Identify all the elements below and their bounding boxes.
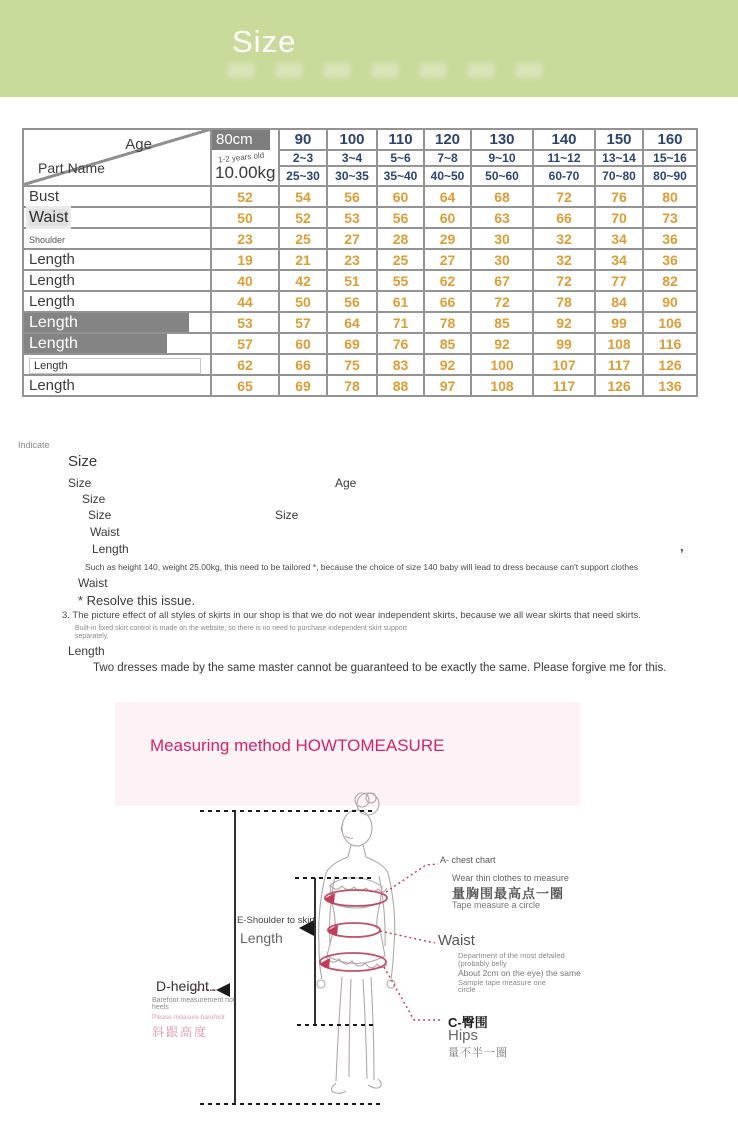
note-waist-line2: Waist: [78, 576, 108, 590]
size-value-cell: 44: [211, 291, 279, 312]
size-value-cell: 78: [424, 312, 471, 333]
row-label-cell: [23, 312, 211, 333]
age-cell: 5~6: [377, 150, 424, 166]
size-value-cell: 50: [211, 207, 279, 228]
size-value-cell: 117: [533, 375, 595, 396]
row-label-highlight: [24, 334, 167, 353]
size-column-header: 150: [595, 129, 643, 150]
size-value-cell: 30: [471, 249, 533, 270]
age-cell: 13~14: [595, 150, 643, 166]
size-value-cell: 25: [279, 228, 327, 249]
size-value-cell: 19: [211, 249, 279, 270]
row-label: Bust: [29, 187, 60, 205]
size-value-cell: 62: [424, 270, 471, 291]
note-length-line2: Length: [68, 644, 105, 658]
size-column-header: 100: [327, 129, 377, 150]
size-value-cell: 97: [424, 375, 471, 396]
table-row: [23, 333, 697, 354]
table-row: [23, 207, 697, 228]
size-value-cell: 66: [424, 291, 471, 312]
hips-annotation-sub: Hips: [448, 1027, 479, 1044]
note-size-word: Size: [275, 508, 299, 522]
corner-age-label: Age: [125, 136, 152, 153]
row-label: Shoulder: [29, 234, 66, 245]
size-value-cell: 78: [327, 375, 377, 396]
note-size-word: Size: [88, 508, 112, 522]
height-annotation-chinese: 斜跟高度: [152, 1025, 209, 1039]
note-size-line: Size: [82, 492, 106, 506]
note-waist-line: Waist: [90, 525, 120, 539]
size-value-cell: 73: [643, 207, 697, 228]
size-value-cell: 53: [327, 207, 377, 228]
size-value-cell: 92: [424, 354, 471, 375]
size-value-cell: 52: [279, 207, 327, 228]
note-separately-text: separately.: [75, 633, 109, 640]
size-value-cell: 90: [643, 291, 697, 312]
height-annotation-pink: Please measure barefoot: [152, 1014, 225, 1021]
size-value-cell: 56: [377, 207, 424, 228]
size-column-header: 110: [377, 129, 424, 150]
size-value-cell: 57: [279, 312, 327, 333]
table-row: [23, 375, 697, 396]
height-annotation-line2: heels: [152, 1004, 169, 1011]
table-row: [23, 291, 697, 312]
size-value-cell: 28: [377, 228, 424, 249]
size-value-cell: 55: [377, 270, 424, 291]
size-value-cell: 108: [595, 333, 643, 354]
size-value-cell: 85: [471, 312, 533, 333]
weight-cell: 35~40: [377, 166, 424, 186]
size-value-cell: 30: [471, 228, 533, 249]
note-two-dresses-text: Two dresses made by the same master cannot be guaranteed to be exactly the same. Please forgive me for this.: [93, 662, 667, 674]
waist-annotation-line2: (probably belly: [458, 959, 507, 968]
dashed-measure-lines: [200, 811, 382, 1104]
note-length-line: Length: [92, 542, 129, 556]
hips-annotation-chinese: 量不半一圈: [448, 1047, 508, 1059]
weight-cell: 30~35: [327, 166, 377, 186]
size-value-cell: 62: [211, 354, 279, 375]
note-tailored-text: Such as height 140, weight 25.00kg, this need to be tailored *, because the choice of size 140 baby will lead to dress because can't support clothes: [85, 562, 639, 572]
size-value-cell: 116: [643, 333, 697, 354]
note-size-heading: Size: [68, 453, 98, 470]
girl-sketch: [317, 793, 395, 1093]
size-value-cell: 66: [279, 354, 327, 375]
size-value-cell: 106: [643, 312, 697, 333]
size-column-header: 120: [424, 129, 471, 150]
height-annotation-label: D-height...: [156, 978, 221, 994]
size-value-cell: 27: [327, 228, 377, 249]
size-value-cell: 36: [643, 228, 697, 249]
shoulder-to-skirt-label: E-Shoulder to skirt: [237, 915, 316, 926]
size-value-cell: 60: [424, 207, 471, 228]
row-label-cell: [23, 228, 211, 249]
notes-section: [0, 432, 738, 700]
row-label-highlight: [24, 313, 189, 332]
age-cell: 2~3: [279, 150, 327, 166]
row-label-cell: [23, 354, 211, 375]
size-value-cell: 84: [595, 291, 643, 312]
size-value-cell: 136: [643, 375, 697, 396]
note-builtin-text: Built-in fixed skirt control is made on the website, so there is no need to purchase independent skirt support: [75, 625, 407, 632]
weight-cell: 80~90: [643, 166, 697, 186]
waist-annotation-line5: circle: [458, 985, 476, 994]
age-cell: 9~10: [471, 150, 533, 166]
size-value-cell: 21: [279, 249, 327, 270]
row-label: Length: [29, 376, 75, 394]
size-value-cell: 69: [327, 333, 377, 354]
size-value-cell: 65: [211, 375, 279, 396]
shoulder-to-skirt-sub: Length: [240, 930, 283, 946]
row-label-cell: [23, 291, 211, 312]
weight-cell: 50~60: [471, 166, 533, 186]
size-value-cell: 99: [533, 333, 595, 354]
size-value-cell: 61: [377, 291, 424, 312]
size-value-cell: 63: [471, 207, 533, 228]
size-header-row: [23, 129, 697, 150]
row-label: Length: [29, 358, 201, 374]
row-label: Length: [29, 271, 75, 289]
size-value-cell: 27: [424, 249, 471, 270]
size-value-cell: 80: [643, 186, 697, 207]
size-value-cell: 60: [377, 186, 424, 207]
size-value-cell: 64: [327, 312, 377, 333]
weight-cell: 60-70: [533, 166, 595, 186]
table-row: [23, 186, 697, 207]
size-value-cell: 57: [211, 333, 279, 354]
size-value-cell: 100: [471, 354, 533, 375]
row-label: Length: [29, 292, 75, 310]
size-value-cell: 83: [377, 354, 424, 375]
size-value-cell: 50: [279, 291, 327, 312]
size-value-cell: 108: [471, 375, 533, 396]
note-age-word: Age: [335, 476, 357, 490]
size-value-cell: 71: [377, 312, 424, 333]
age-cell: 11~12: [533, 150, 595, 166]
row-label: Length: [29, 334, 78, 352]
size-value-cell: 34: [595, 228, 643, 249]
size-value-cell: 29: [424, 228, 471, 249]
measuring-method-title: Measuring method HOWTOMEASURE: [150, 736, 445, 755]
size-column-header: 130: [471, 129, 533, 150]
size-value-cell: 66: [533, 207, 595, 228]
size-column-header: 90: [279, 129, 327, 150]
stray-comma-mark: ’: [680, 546, 684, 561]
row-label-cell: [23, 270, 211, 291]
row-label-cell: [23, 249, 211, 270]
size-value-cell: 68: [471, 186, 533, 207]
table-row: [23, 354, 697, 375]
row-label: Waist: [29, 208, 69, 226]
weight-80cm-label: 10.00kg: [215, 163, 276, 183]
vertical-measure-lines: [235, 811, 315, 1104]
measuring-figure: [130, 780, 630, 1124]
chest-annotation-label: A- chest chart: [440, 855, 496, 865]
size-value-cell: 85: [424, 333, 471, 354]
size-value-cell: 92: [533, 312, 595, 333]
size-value-cell: 32: [533, 228, 595, 249]
size-value-cell: 92: [471, 333, 533, 354]
age-cell: 7~8: [424, 150, 471, 166]
corner-cell: [23, 129, 211, 186]
weight-cell: 25~30: [279, 166, 327, 186]
size-value-cell: 56: [327, 291, 377, 312]
size-value-cell: 40: [211, 270, 279, 291]
page-title: Size: [232, 24, 297, 59]
row-label-cell: [23, 207, 211, 228]
weight-cell: 40~50: [424, 166, 471, 186]
row-label: Length: [29, 313, 78, 331]
banner-ghost-text: [228, 63, 543, 78]
note-picture-effect-text: 3. The picture effect of all styles of skirts in our shop is that we do not wear independent skirts, because we all wear skirts that need skirts.: [62, 610, 641, 621]
size-value-cell: 72: [533, 186, 595, 207]
size-value-cell: 126: [643, 354, 697, 375]
size-value-cell: 23: [211, 228, 279, 249]
size-value-cell: 64: [424, 186, 471, 207]
size-value-cell: 51: [327, 270, 377, 291]
table-row: [23, 249, 697, 270]
size-value-cell: 76: [595, 186, 643, 207]
first-size-column: [211, 129, 279, 186]
size-column-header: 140: [533, 129, 595, 150]
size-value-cell: 82: [643, 270, 697, 291]
height-annotation-line1: Barefoot measurement not: [152, 997, 235, 1004]
size-value-cell: 69: [279, 375, 327, 396]
size-value-cell: 117: [595, 354, 643, 375]
size-value-cell: 56: [327, 186, 377, 207]
banner: [0, 0, 738, 97]
waist-annotation-line3: About 2cm on the eye) the same: [458, 968, 581, 978]
size-value-cell: 99: [595, 312, 643, 333]
age-80cm-label: 1-2 years old: [217, 150, 265, 165]
table-row: [23, 228, 697, 249]
chest-annotation-line1: Wear thin clothes to measure: [452, 873, 569, 883]
note-size-size-line: [88, 508, 299, 522]
note-size-word: Size: [68, 476, 92, 490]
size-value-cell: 78: [533, 291, 595, 312]
hips-annotation-label: C-臀围: [448, 1015, 488, 1030]
size-value-cell: 72: [533, 270, 595, 291]
age-cell: 15~16: [643, 150, 697, 166]
weight-cell: 70~80: [595, 166, 643, 186]
size-value-cell: 36: [643, 249, 697, 270]
size-value-cell: 42: [279, 270, 327, 291]
corner-partname-label: Part Name: [38, 160, 105, 176]
indicate-label: Indicate: [18, 440, 50, 450]
size-value-cell: 77: [595, 270, 643, 291]
chest-annotation-line2: Tape measure a circle: [452, 900, 541, 910]
size-value-cell: 88: [377, 375, 424, 396]
size-table: [22, 128, 698, 397]
row-label-cell: [23, 186, 211, 207]
size-value-cell: 60: [279, 333, 327, 354]
size-value-cell: 23: [327, 249, 377, 270]
size-value-cell: 126: [595, 375, 643, 396]
size-value-cell: 75: [327, 354, 377, 375]
waist-annotation-line1: Department of the most detailed: [458, 951, 565, 960]
table-row: [23, 312, 697, 333]
size-value-cell: 67: [471, 270, 533, 291]
size-column-header: 160: [643, 129, 697, 150]
note-resolve-text: * Resolve this issue.: [78, 593, 196, 608]
size-value-cell: 32: [533, 249, 595, 270]
waist-annotation-label: Waist: [438, 932, 475, 949]
size-value-cell: 70: [595, 207, 643, 228]
note-size-age-line: [68, 476, 357, 490]
size-value-cell: 52: [211, 186, 279, 207]
row-label-cell: [23, 333, 211, 354]
size-value-cell: 76: [377, 333, 424, 354]
waist-annotation-line4: Sample tape measure one: [458, 978, 546, 987]
size-value-cell: 54: [279, 186, 327, 207]
size-value-cell: 34: [595, 249, 643, 270]
table-row: [23, 270, 697, 291]
size-value-cell: 25: [377, 249, 424, 270]
size-value-cell: 107: [533, 354, 595, 375]
row-label-cell: [23, 375, 211, 396]
chest-annotation-chinese: 量胸围最高点一圈: [452, 886, 565, 901]
age-cell: 3~4: [327, 150, 377, 166]
size-value-cell: 72: [471, 291, 533, 312]
size-80cm-label: 80cm: [212, 130, 270, 150]
row-label: Length: [29, 250, 75, 268]
size-value-cell: 53: [211, 312, 279, 333]
